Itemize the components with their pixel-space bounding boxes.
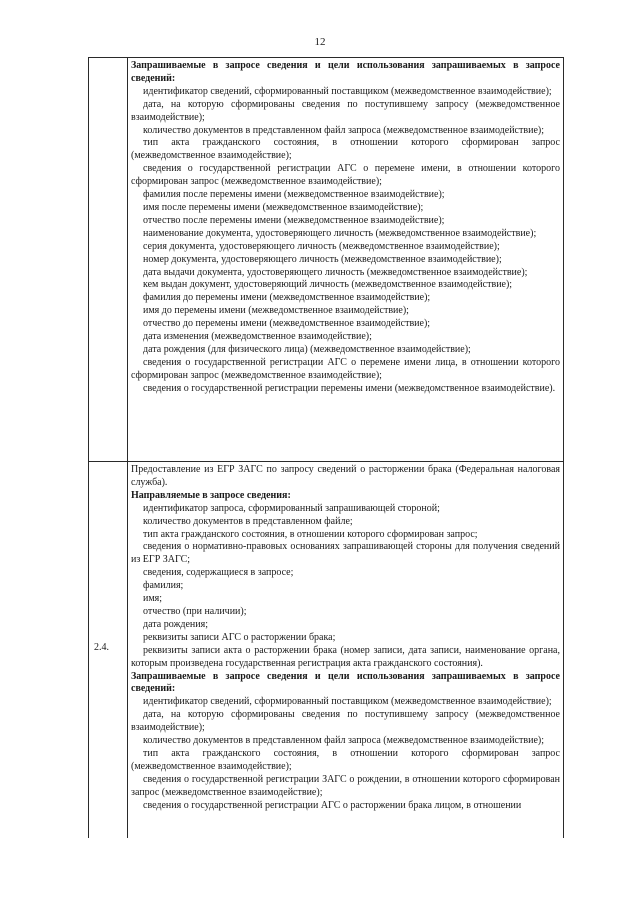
paragraph: количество документов в представленном файл запроса (межведомственное взаимодействие); <box>143 735 544 747</box>
paragraph: Предоставление из ЕГР ЗАГС по запросу сведений о расторжении брака (Федеральная налоговая служба). <box>131 464 560 488</box>
paragraph: отчество (при наличии); <box>143 605 247 617</box>
section-heading: Запрашиваемые в запросе сведения и цели использования запрашиваемых в запросе сведений: <box>131 670 560 695</box>
paragraph: количество документов в представленном файле; <box>143 515 353 527</box>
page-number: 12 <box>314 36 326 48</box>
paragraph: имя после перемены имени (межведомственное взаимодействие); <box>143 201 424 213</box>
paragraph: сведения о государственной регистрации АГС о перемене имени, в отношении которого сформирован запрос (межведомственное взаимодействие); <box>131 163 560 188</box>
paragraph: количество документов в представленном файл запроса (межведомственное взаимодействие); <box>143 124 544 136</box>
paragraph: отчество до перемены имени (межведомственное взаимодействие); <box>143 318 431 330</box>
paragraph: сведения о государственной регистрации перемены имени (межведомственное взаимодействие). <box>143 382 556 394</box>
section-heading: Направляемые в запросе сведения: <box>131 489 291 501</box>
paragraph: кем выдан документ, удостоверяющий личность (межведомственное взаимодействие); <box>143 279 513 291</box>
paragraph: имя; <box>143 593 163 605</box>
paragraph: фамилия; <box>143 580 184 592</box>
section-heading: Запрашиваемые в запросе сведения и цели использования запрашиваемых в запросе сведений: <box>131 60 560 84</box>
paragraph: дата, на которую сформированы сведения по поступившему запросу (межведомственное взаимодействие); <box>131 98 560 123</box>
row-number: 2.4. <box>94 642 109 653</box>
paragraph: дата изменения (межведомственное взаимодействие); <box>143 331 372 343</box>
paragraph: номер документа, удостоверяющего личность (межведомственное взаимодействие); <box>143 253 502 265</box>
paragraph: сведения о нормативно-правовых основаниях запрашивающей стороны для получения сведений из ЕГР ЗАГС; <box>131 541 560 566</box>
paragraph: сведения о государственной регистрации АГС о расторжении брака лицом, в отношении <box>143 799 522 811</box>
paragraph: идентификатор запроса, сформированный запрашивающей стороной; <box>143 502 440 514</box>
paragraph: сведения о государственной регистрации ЗАГС о рождении, в отношении которого сформирован запрос (межведомственное взаимодействие); <box>131 773 560 798</box>
paragraph: фамилия после перемены имени (межведомственное взаимодействие); <box>143 189 445 201</box>
paragraph: наименование документа, удостоверяющего личность (межведомственное взаимодействие); <box>143 227 537 239</box>
paragraph: дата, на которую сформированы сведения по поступившему запросу (межведомственное взаимодействие); <box>131 709 560 734</box>
paragraph: отчество после перемены имени (межведомственное взаимодействие); <box>143 214 445 226</box>
paragraph: тип акта гражданского состояния, в отношении которого сформирован запрос (межведомственное взаимодействие); <box>131 747 560 772</box>
table-cell-second <box>131 464 560 812</box>
paragraph: серия документа, удостоверяющего личность (межведомственное взаимодействие); <box>143 240 500 252</box>
paragraph: идентификатор сведений, сформированный поставщиком (межведомственное взаимодействие); <box>143 85 552 97</box>
paragraph: сведения о государственной регистрации АГС о перемене имени лица, в отношении которого сформирован запрос (межведомственное взаимодействие); <box>131 356 560 381</box>
paragraph: имя до перемены имени (межведомственное взаимодействие); <box>143 305 409 317</box>
paragraph: реквизиты записи АГС о расторжении брака; <box>143 631 336 643</box>
paragraph: дата рождения (для физического лица) (межведомственное взаимодействие); <box>143 343 471 355</box>
paragraph: идентификатор сведений, сформированный поставщиком (межведомственное взаимодействие); <box>143 696 552 708</box>
paragraph: фамилия до перемены имени (межведомственное взаимодействие); <box>143 292 431 304</box>
paragraph: дата рождения; <box>143 618 208 630</box>
paragraph: дата выдачи документа, удостоверяющего личность (межведомственное взаимодействие); <box>143 266 528 278</box>
paragraph: тип акта гражданского состояния, в отношении которого сформирован запрос (межведомственное взаимодействие); <box>131 137 560 162</box>
paragraph: сведения, содержащиеся в запросе; <box>143 567 294 579</box>
table-cell-first <box>131 60 560 396</box>
paragraph: реквизиты записи акта о расторжении брака (номер записи, дата записи, наименование органа, которым произведена государственная регистрация акта гражданского состояния). <box>131 644 560 669</box>
paragraph: тип акта гражданского состояния, в отношении которого сформирован запрос; <box>143 528 478 540</box>
